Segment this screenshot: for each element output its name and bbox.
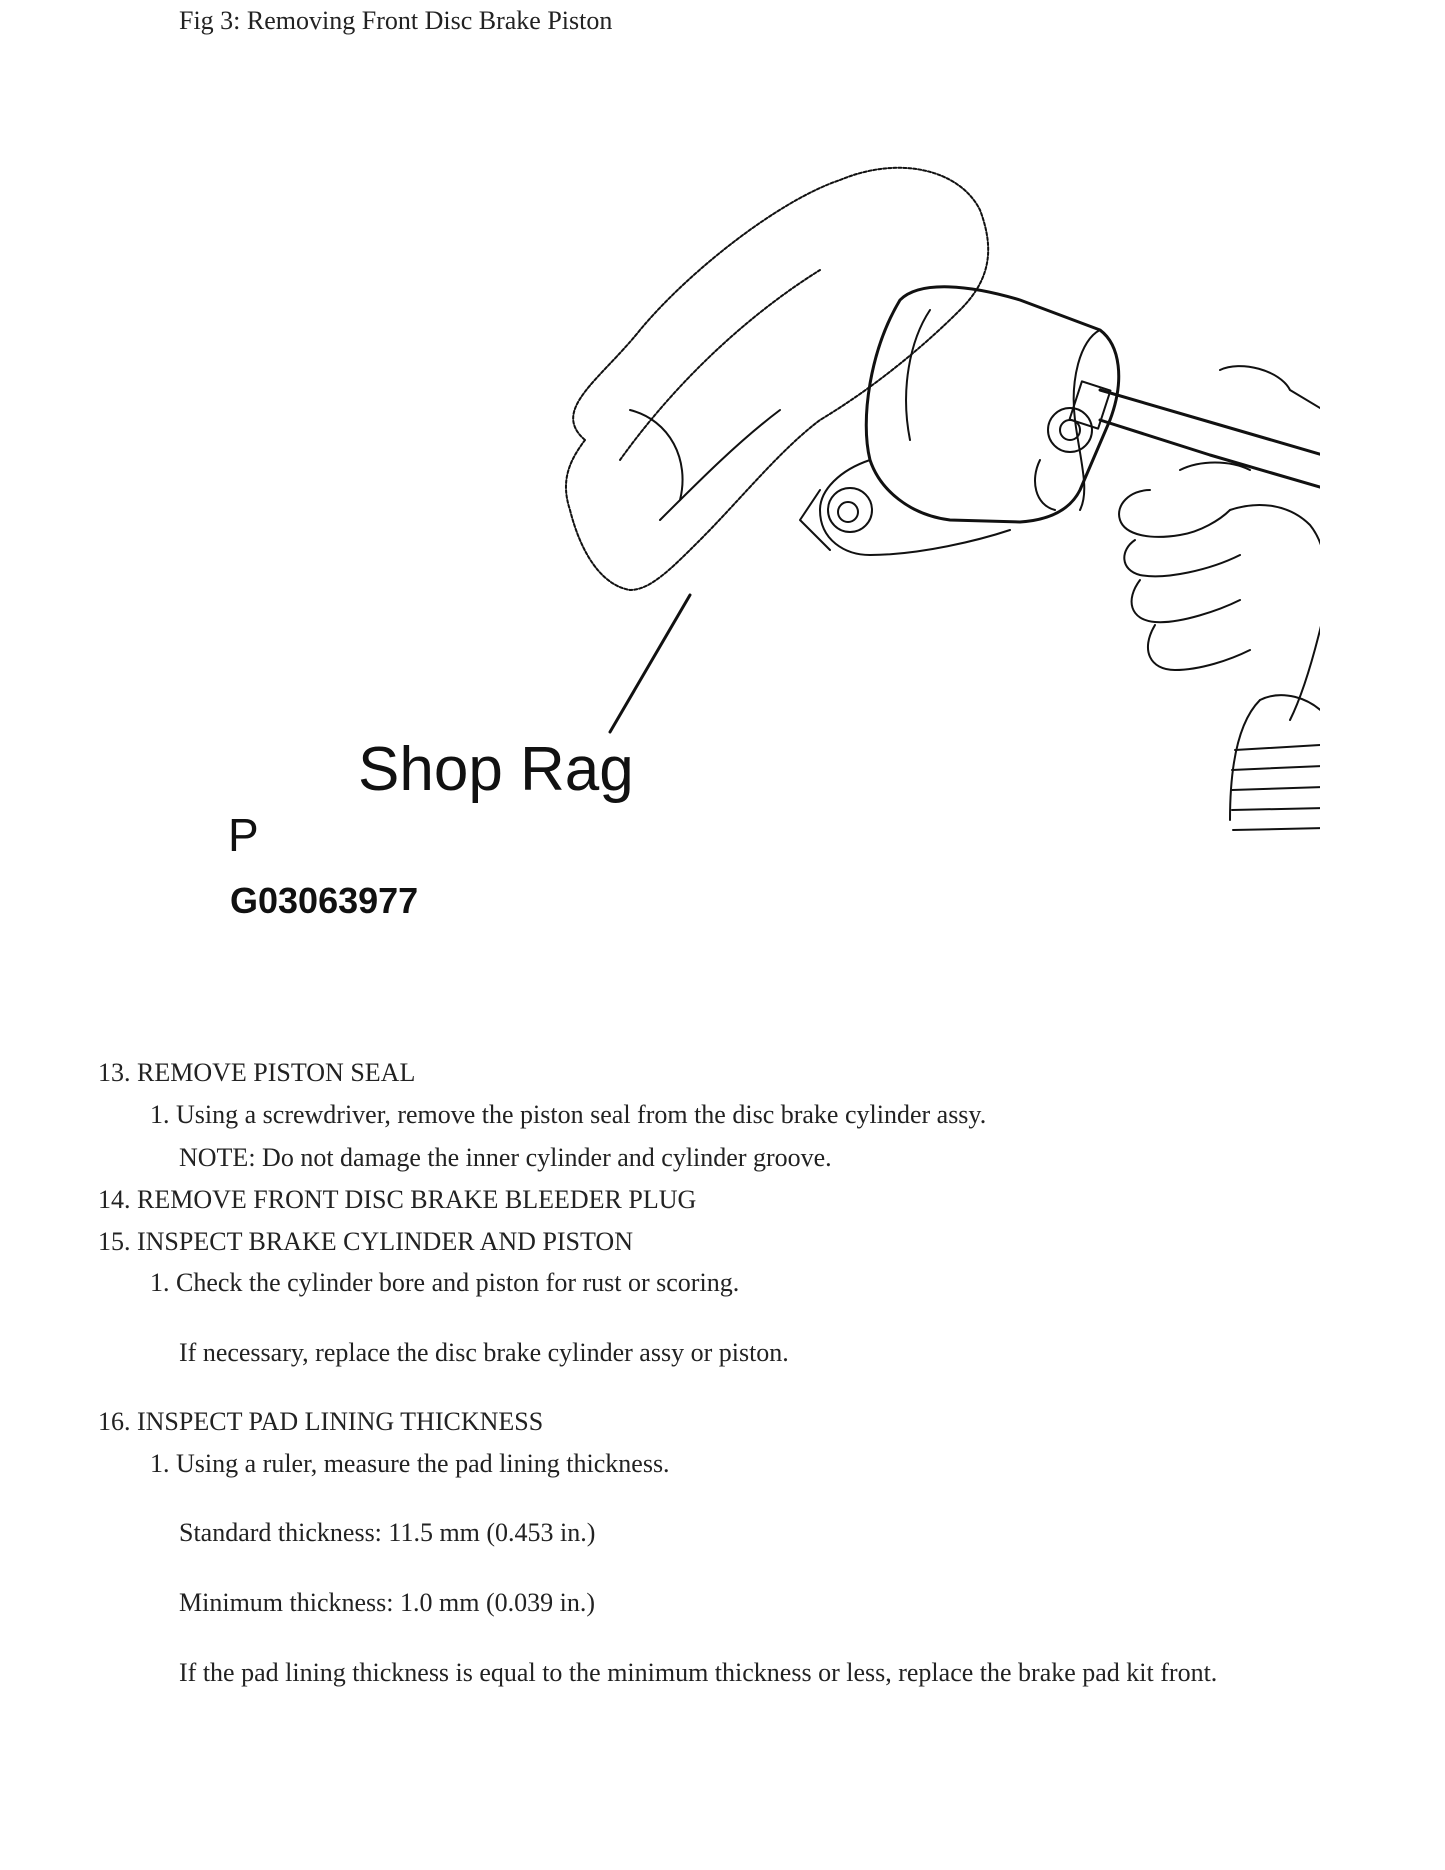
step-13 bbox=[98, 1058, 415, 1088]
step-title: REMOVE FRONT DISC BRAKE BLEEDER PLUG bbox=[137, 1185, 697, 1214]
substep-number: 1. bbox=[150, 1268, 170, 1297]
brake-piston-line-drawing bbox=[220, 160, 1320, 940]
step-16-note: If the pad lining thickness is equal to the minimum thickness or less, replace the brake pad kit front. bbox=[179, 1658, 1218, 1687]
step-title: INSPECT PAD LINING THICKNESS bbox=[137, 1407, 544, 1436]
step-title: INSPECT BRAKE CYLINDER AND PISTON bbox=[137, 1227, 633, 1256]
figure-p-mark: P bbox=[228, 809, 259, 861]
step-16-substep-1 bbox=[150, 1449, 670, 1479]
step-15-note: If necessary, replace the disc brake cylinder assy or piston. bbox=[179, 1338, 789, 1367]
figure-id: G03063977 bbox=[230, 880, 419, 921]
brake-piston-illustration bbox=[220, 160, 1320, 940]
step-13-note: NOTE: Do not damage the inner cylinder and cylinder groove. bbox=[179, 1143, 832, 1172]
substep-text: Using a ruler, measure the pad lining thickness. bbox=[176, 1449, 670, 1478]
shop-rag-label: Shop Rag bbox=[358, 735, 634, 804]
substep-number: 1. bbox=[150, 1100, 170, 1129]
step-number: 14. bbox=[98, 1185, 131, 1214]
figure-caption: Fig 3: Removing Front Disc Brake Piston bbox=[179, 6, 613, 35]
substep-text: Using a screwdriver, remove the piston seal from the disc brake cylinder assy. bbox=[176, 1100, 987, 1129]
standard-thickness-spec: Standard thickness: 11.5 mm (0.453 in.) bbox=[179, 1518, 596, 1547]
step-number: 15. bbox=[98, 1227, 131, 1256]
step-number: 16. bbox=[98, 1407, 131, 1436]
step-14 bbox=[98, 1185, 696, 1215]
step-title: REMOVE PISTON SEAL bbox=[137, 1058, 416, 1087]
substep-number: 1. bbox=[150, 1449, 170, 1478]
step-15 bbox=[98, 1227, 633, 1257]
substep-text: Check the cylinder bore and piston for rust or scoring. bbox=[176, 1268, 740, 1297]
step-number: 13. bbox=[98, 1058, 131, 1087]
step-13-substep-1 bbox=[150, 1100, 986, 1130]
step-15-substep-1 bbox=[150, 1268, 739, 1298]
minimum-thickness-spec: Minimum thickness: 1.0 mm (0.039 in.) bbox=[179, 1588, 595, 1617]
step-16 bbox=[98, 1407, 543, 1437]
